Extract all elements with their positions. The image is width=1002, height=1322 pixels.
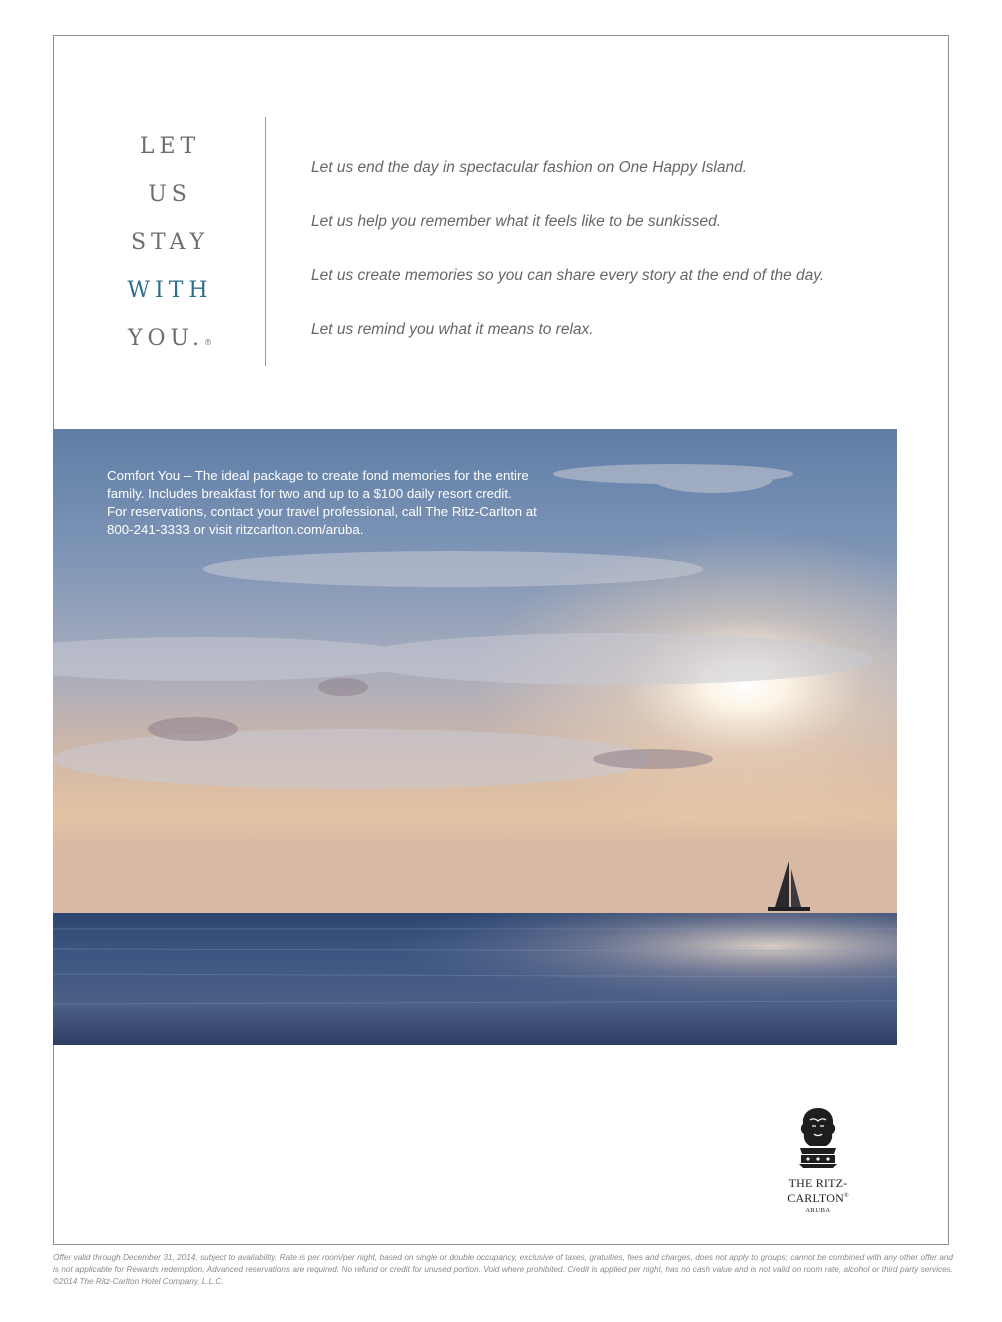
tagline: Let us help you remember what it feels like to be sunkissed. [311,213,722,230]
headline-stack [98,130,242,370]
promo-line: Comfort You – The ideal package to create fond memories for the entire [107,468,529,483]
tagline: Let us end the day in spectacular fashion on One Happy Island. [311,159,748,176]
promo-line: family. Includes breakfast for two and up to a $100 daily resort credit. [107,486,512,501]
headline-word-with: WITH [127,278,213,303]
registered-mark: ® [204,338,213,347]
ritz-carlton-logo [758,1106,878,1214]
headline-word-us: US [148,182,192,207]
promo-line: 800-241-3333 or visit ritzcarlton.com/aruba. [107,522,364,537]
headline-word-you [98,322,242,370]
tagline-list [311,157,911,373]
vertical-divider [265,117,266,366]
tagline: Let us create memories so you can share every story at the end of the day. [311,267,825,284]
promo-line: For reservations, contact your travel professional, call The Ritz-Carlton at [107,504,537,519]
tagline: Let us remind you what it means to relax. [311,321,594,338]
lion-crown-icon [788,1106,848,1168]
headline-word-you-text: YOU. [127,326,205,351]
legal-disclaimer: Offer valid through December 31, 2014, subject to availability. Rate is per room/per night, based on single or double occupancy, exclusive of taxes, gratuities, fees and charges, does not apply to groups; cannot be combined with any other offer and is not applicable for Rewards redemption. Advanced reservations are required. No refund or credit for unused portion. Void where prohibited. Credit is applied per night, has no cash value and is not valid on room rate, alcohol or third party services. ©2014 The Ritz-Carlton Hotel Company, L.L.C. [53,1253,953,1286]
brand-name-text: THE RITZ-CARLTON [787,1176,848,1205]
headline-word-stay: STAY [130,230,210,255]
brand-location: ARUBA [805,1207,831,1214]
promo-text [107,467,587,539]
headline-word-let: LET [139,134,201,159]
brand-name [758,1176,878,1206]
brand-registered-mark: ® [843,1193,849,1199]
